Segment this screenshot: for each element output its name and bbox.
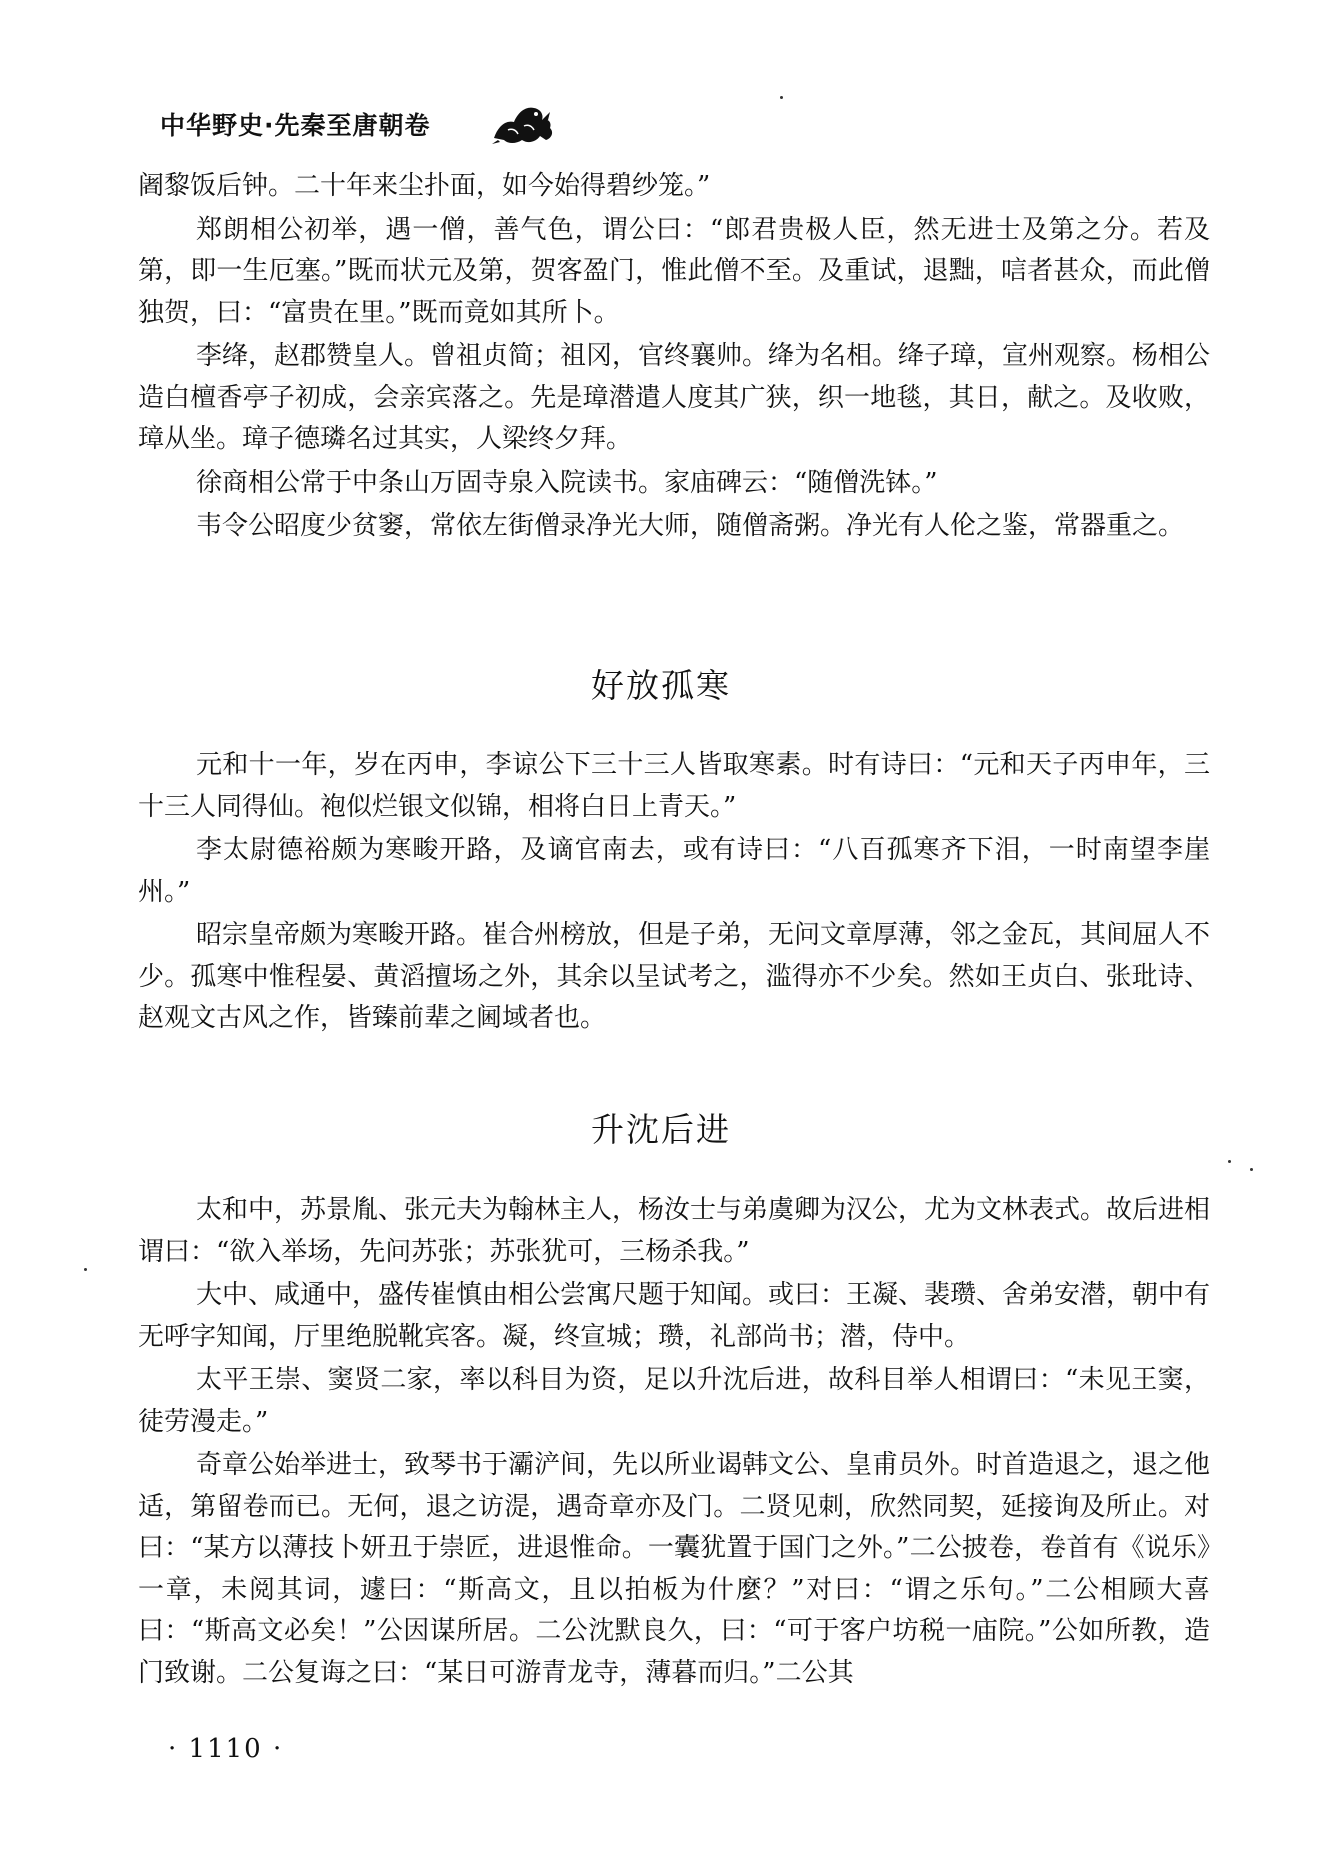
section-text-block	[138, 745, 1210, 1042]
dragon-emblem-icon	[488, 100, 558, 146]
section-text-block	[138, 1190, 1210, 1696]
scan-speck	[780, 96, 783, 99]
paragraph: 阇黎饭后钟。二十年来尘扑面，如今始得碧纱笼。”	[138, 171, 711, 201]
page-number: · 1110 ·	[168, 1734, 284, 1764]
paragraph: 郑朗相公初举，遇一僧，善气色，谓公曰：“郎君贵极人臣，然无进士及第之分。若及第，即一生厄塞。”既而状元及第，贺客盈门，惟此僧不至。及重试，退黜，唁者甚众，而此僧独贺，曰：“富贵在里。”既而竟如其所卜。	[138, 214, 1210, 328]
scan-speck	[1250, 1168, 1253, 1171]
section-title: 升沈后进	[591, 1110, 731, 1149]
scan-speck	[1228, 1160, 1231, 1163]
paragraph: 徐商相公常于中条山万固寺泉入院读书。家庙碑云：“随僧洗钵。”	[196, 467, 938, 498]
header-title: 中华野史·先秦至唐朝卷	[160, 111, 431, 140]
paragraph: 韦令公昭度少贫窭，常依左街僧录净光大师，随僧斋粥。净光有人伦之鉴，常器重之。	[196, 511, 1185, 541]
paragraph: 昭宗皇帝颇为寒畯开路。崔合州榜放，但是子弟，无问文章厚薄，邻之金瓦，其间屈人不少。孤寒中惟程晏、黄滔擅场之外，其余以呈试考之，滥得亦不少矣。然如王贞白、张玭诗、赵观文古风之作，皆臻前辈之阃域者也。	[138, 920, 1211, 1033]
opening-text-block	[138, 166, 1210, 550]
running-header	[160, 100, 580, 150]
paragraph: 太和中，苏景胤、张元夫为翰林主人，杨汝士与弟虞卿为汉公，尤为文林表式。故后进相谓曰：“欲入举场，先问苏张；苏张犹可，三杨杀我。”	[138, 1195, 1211, 1267]
section-title: 好放孤寒	[591, 666, 731, 705]
paragraph: 太平王崇、窦贤二家，率以科目为资，足以升沈后进，故科目举人相谓曰：“未见王窦，徒劳漫走。”	[138, 1365, 1210, 1437]
paragraph: 大中、咸通中，盛传崔慎由相公尝寓尺题于知闻。或曰：王凝、裴瓒、舍弟安潜，朝中有无呼字知闻，厅里绝脱靴宾客。凝，终宣城；瓒，礼部尚书；潜，侍中。	[138, 1280, 1211, 1352]
paragraph: 奇章公始举进士，致琴书于灞浐间，先以所业谒韩文公、皇甫员外。时首造退之，退之他适，第留卷而已。无何，退之访湜，遇奇章亦及门。二贤见刺，欣然同契，延接询及所止。对曰：“某方以薄技卜妍丑于崇匠，进退惟命。一囊犹置于国门之外。”二公披卷，卷首有《说乐》一章，未阅其词，遽曰：“斯高文，且以拍板为什麼？”对曰：“谓之乐句。”二公相顾大喜曰：“斯高文必矣！”公因谋所居。二公沈默良久，曰：“可于客户坊税一庙院。”公如所教，造门致谢。二公复诲之曰：“某日可游青龙寺，薄暮而归。”二公其	[138, 1450, 1211, 1688]
paragraph: 李太尉德裕颇为寒畯开路，及谪官南去，或有诗曰：“八百孤寒齐下泪，一时南望李崖州。”	[138, 835, 1210, 907]
paragraph: 李绛，赵郡赞皇人。曾祖贞简；祖冈，官终襄帅。绛为名相。绛子璋，宣州观察。杨相公造白檀香亭子初成，会亲宾落之。先是璋潜遣人度其广狭，织一地毯，其日，献之。及收败，璋从坐。璋子德璘名过其实，人梁终夕拜。	[138, 341, 1211, 454]
scan-speck	[84, 1268, 87, 1271]
paragraph: 元和十一年，岁在丙申，李谅公下三十三人皆取寒素。时有诗曰：“元和天子丙申年，三十三人同得仙。袍似烂银文似锦，相将白日上青天。”	[138, 750, 1210, 822]
